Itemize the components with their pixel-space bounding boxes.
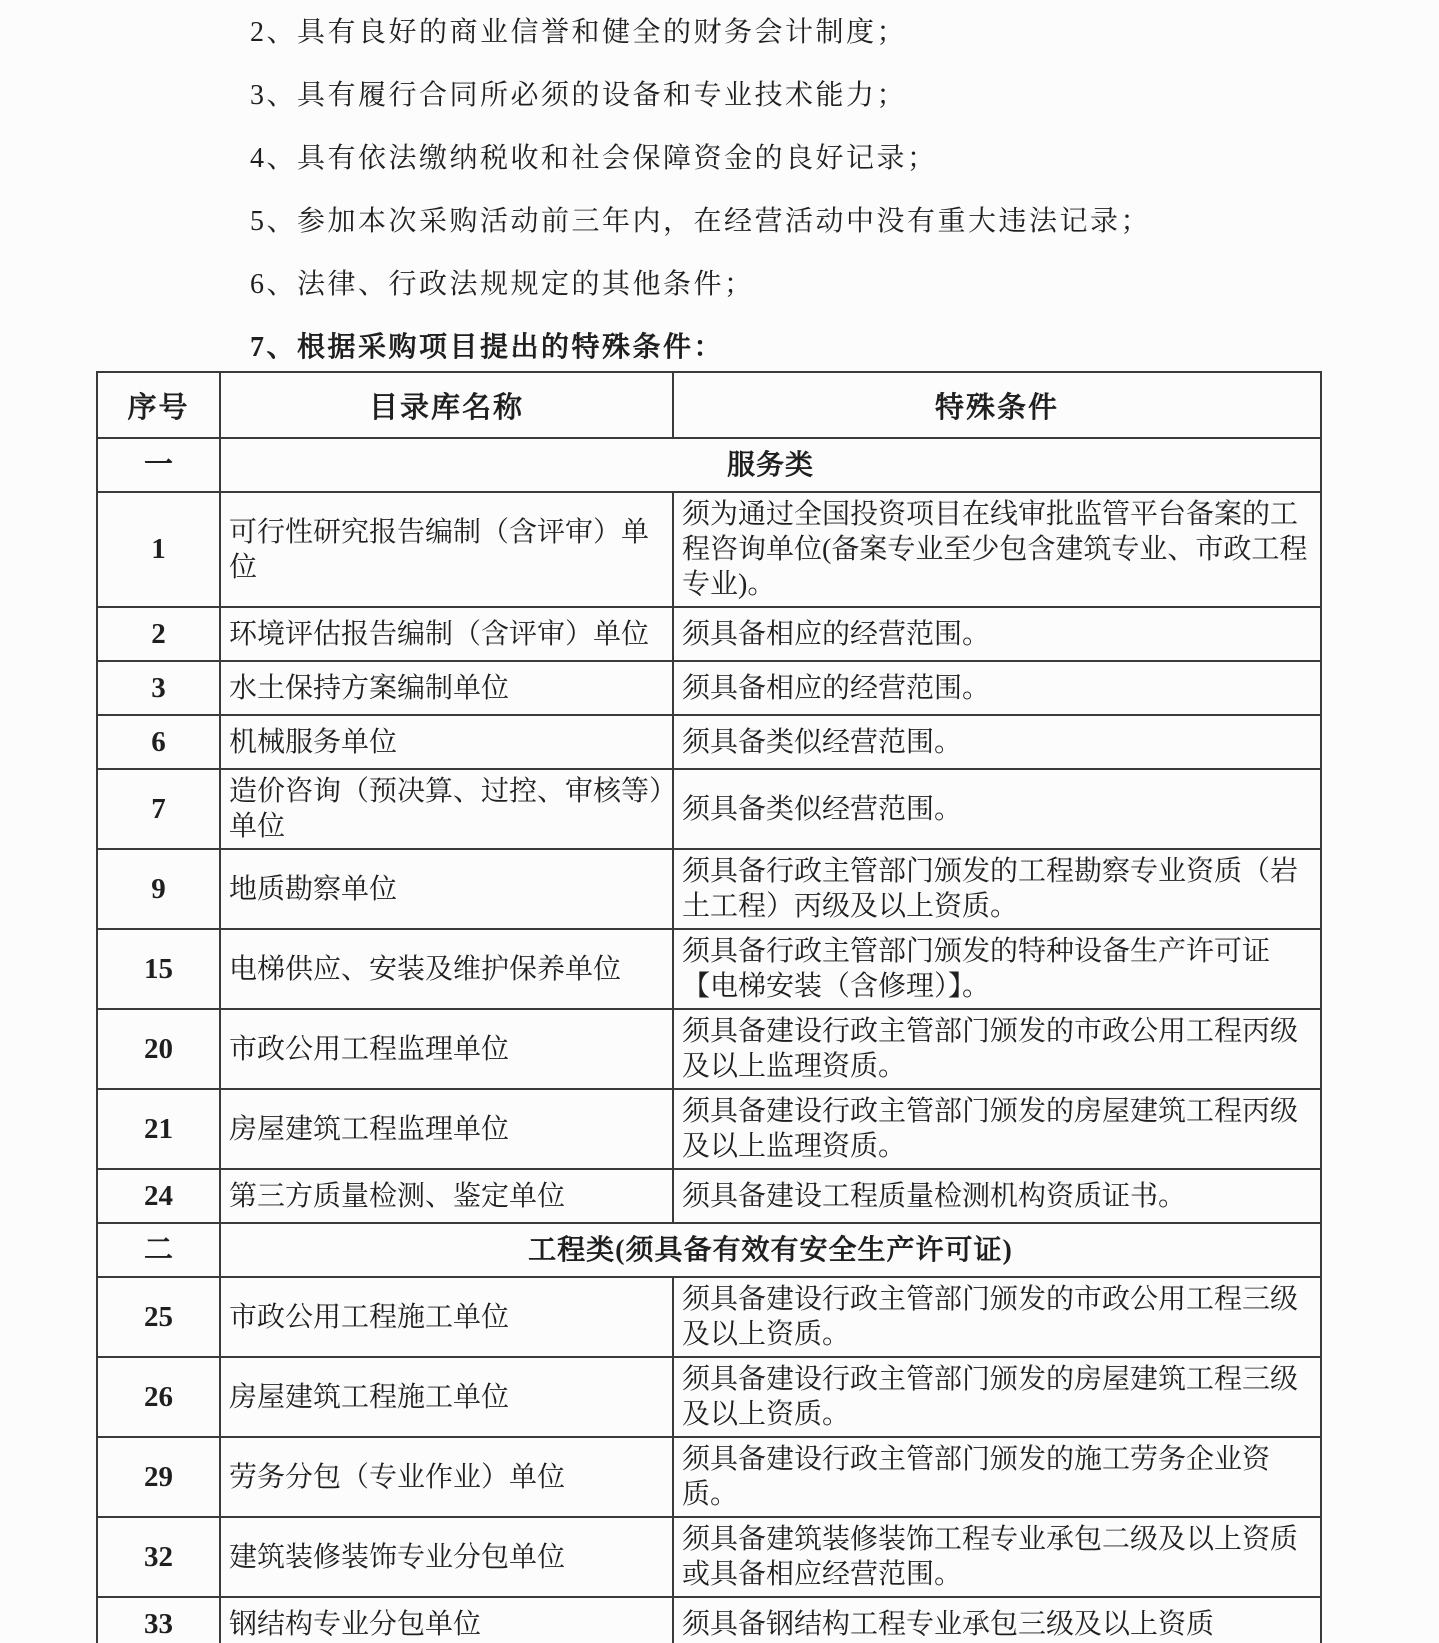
catalog-row <box>97 607 1321 661</box>
catalog-row <box>97 1277 1321 1357</box>
catalog-name-cell: 市政公用工程监理单位 <box>220 1009 673 1089</box>
catalog-row <box>97 1009 1321 1089</box>
catalog-row <box>97 1357 1321 1437</box>
catalog-row <box>97 492 1321 607</box>
catalog-name-cell: 劳务分包（专业作业）单位 <box>220 1437 673 1517</box>
serial-number-cell: 2 <box>97 607 220 661</box>
catalog-row <box>97 849 1321 929</box>
serial-number-cell: 32 <box>97 1517 220 1597</box>
catalog-name-cell: 市政公用工程施工单位 <box>220 1277 673 1357</box>
catalog-name-cell: 建筑装修装饰专业分包单位 <box>220 1517 673 1597</box>
serial-number-cell: 33 <box>97 1597 220 1643</box>
catalog-name-cell: 房屋建筑工程施工单位 <box>220 1357 673 1437</box>
catalog-row <box>97 1517 1321 1597</box>
catalog-row <box>97 1169 1321 1223</box>
serial-number-cell: 21 <box>97 1089 220 1169</box>
serial-number-cell: 1 <box>97 492 220 607</box>
special-condition-cell: 须为通过全国投资项目在线审批监管平台备案的工程咨询单位(备案专业至少包含建筑专业、市政工程专业)。 <box>673 492 1321 607</box>
special-conditions-table <box>96 371 1322 1643</box>
condition-item-7-special: 7、根据采购项目提出的特殊条件： <box>250 332 725 363</box>
serial-number-cell: 9 <box>97 849 220 929</box>
condition-item-2: 2、具有良好的商业信誉和健全的财务会计制度； <box>250 17 908 48</box>
catalog-name-cell: 可行性研究报告编制（含评审）单位 <box>220 492 673 607</box>
condition-item-6: 6、法律、行政法规规定的其他条件； <box>250 269 755 300</box>
catalog-name-cell: 环境评估报告编制（含评审）单位 <box>220 607 673 661</box>
section-row <box>97 1223 1321 1277</box>
table-header-row <box>97 372 1321 438</box>
catalog-name-cell: 第三方质量检测、鉴定单位 <box>220 1169 673 1223</box>
section-label-cell: 工程类(须具备有效有安全生产许可证) <box>220 1223 1321 1277</box>
catalog-name-cell: 造价咨询（预决算、过控、审核等）单位 <box>220 769 673 849</box>
catalog-row <box>97 769 1321 849</box>
special-condition-cell: 须具备钢结构工程专业承包三级及以上资质 <box>673 1597 1321 1643</box>
header-special-condition: 特殊条件 <box>673 372 1321 438</box>
catalog-name-cell: 地质勘察单位 <box>220 849 673 929</box>
special-condition-cell: 须具备行政主管部门颁发的特种设备生产许可证【电梯安装（含修理）】。 <box>673 929 1321 1009</box>
catalog-row <box>97 715 1321 769</box>
serial-number-cell: 一 <box>97 438 220 492</box>
special-condition-cell: 须具备建设行政主管部门颁发的房屋建筑工程丙级及以上监理资质。 <box>673 1089 1321 1169</box>
catalog-row <box>97 1437 1321 1517</box>
special-condition-cell: 须具备相应的经营范围。 <box>673 661 1321 715</box>
catalog-name-cell: 钢结构专业分包单位 <box>220 1597 673 1643</box>
special-condition-cell: 须具备建设行政主管部门颁发的施工劳务企业资质。 <box>673 1437 1321 1517</box>
catalog-name-cell: 水土保持方案编制单位 <box>220 661 673 715</box>
special-condition-cell: 须具备类似经营范围。 <box>673 715 1321 769</box>
section-label-cell: 服务类 <box>220 438 1321 492</box>
section-row <box>97 438 1321 492</box>
condition-item-4: 4、具有依法缴纳税收和社会保障资金的良好记录； <box>250 143 938 174</box>
special-condition-cell: 须具备建设工程质量检测机构资质证书。 <box>673 1169 1321 1223</box>
catalog-row <box>97 1597 1321 1643</box>
catalog-name-cell: 房屋建筑工程监理单位 <box>220 1089 673 1169</box>
header-catalog-name: 目录库名称 <box>220 372 673 438</box>
catalog-name-cell: 电梯供应、安装及维护保养单位 <box>220 929 673 1009</box>
catalog-row <box>97 661 1321 715</box>
catalog-row <box>97 929 1321 1009</box>
condition-item-3: 3、具有履行合同所必须的设备和专业技术能力； <box>250 80 908 111</box>
serial-number-cell: 15 <box>97 929 220 1009</box>
serial-number-cell: 24 <box>97 1169 220 1223</box>
qualification-conditions-list <box>0 0 1439 365</box>
serial-number-cell: 26 <box>97 1357 220 1437</box>
serial-number-cell: 7 <box>97 769 220 849</box>
serial-number-cell: 6 <box>97 715 220 769</box>
serial-number-cell: 二 <box>97 1223 220 1277</box>
serial-number-cell: 29 <box>97 1437 220 1517</box>
special-condition-cell: 须具备建设行政主管部门颁发的市政公用工程三级及以上资质。 <box>673 1277 1321 1357</box>
special-condition-cell: 须具备类似经营范围。 <box>673 769 1321 849</box>
header-serial-number: 序号 <box>97 372 220 438</box>
special-condition-cell: 须具备相应的经营范围。 <box>673 607 1321 661</box>
catalog-name-cell: 机械服务单位 <box>220 715 673 769</box>
serial-number-cell: 3 <box>97 661 220 715</box>
catalog-row <box>97 1089 1321 1169</box>
special-condition-cell: 须具备建设行政主管部门颁发的房屋建筑工程三级及以上资质。 <box>673 1357 1321 1437</box>
serial-number-cell: 20 <box>97 1009 220 1089</box>
special-condition-cell: 须具备行政主管部门颁发的工程勘察专业资质（岩土工程）丙级及以上资质。 <box>673 849 1321 929</box>
condition-item-5: 5、参加本次采购活动前三年内，在经营活动中没有重大违法记录； <box>250 206 1152 237</box>
special-condition-cell: 须具备建筑装修装饰工程专业承包二级及以上资质或具备相应经营范围。 <box>673 1517 1321 1597</box>
special-condition-cell: 须具备建设行政主管部门颁发的市政公用工程丙级及以上监理资质。 <box>673 1009 1321 1089</box>
serial-number-cell: 25 <box>97 1277 220 1357</box>
